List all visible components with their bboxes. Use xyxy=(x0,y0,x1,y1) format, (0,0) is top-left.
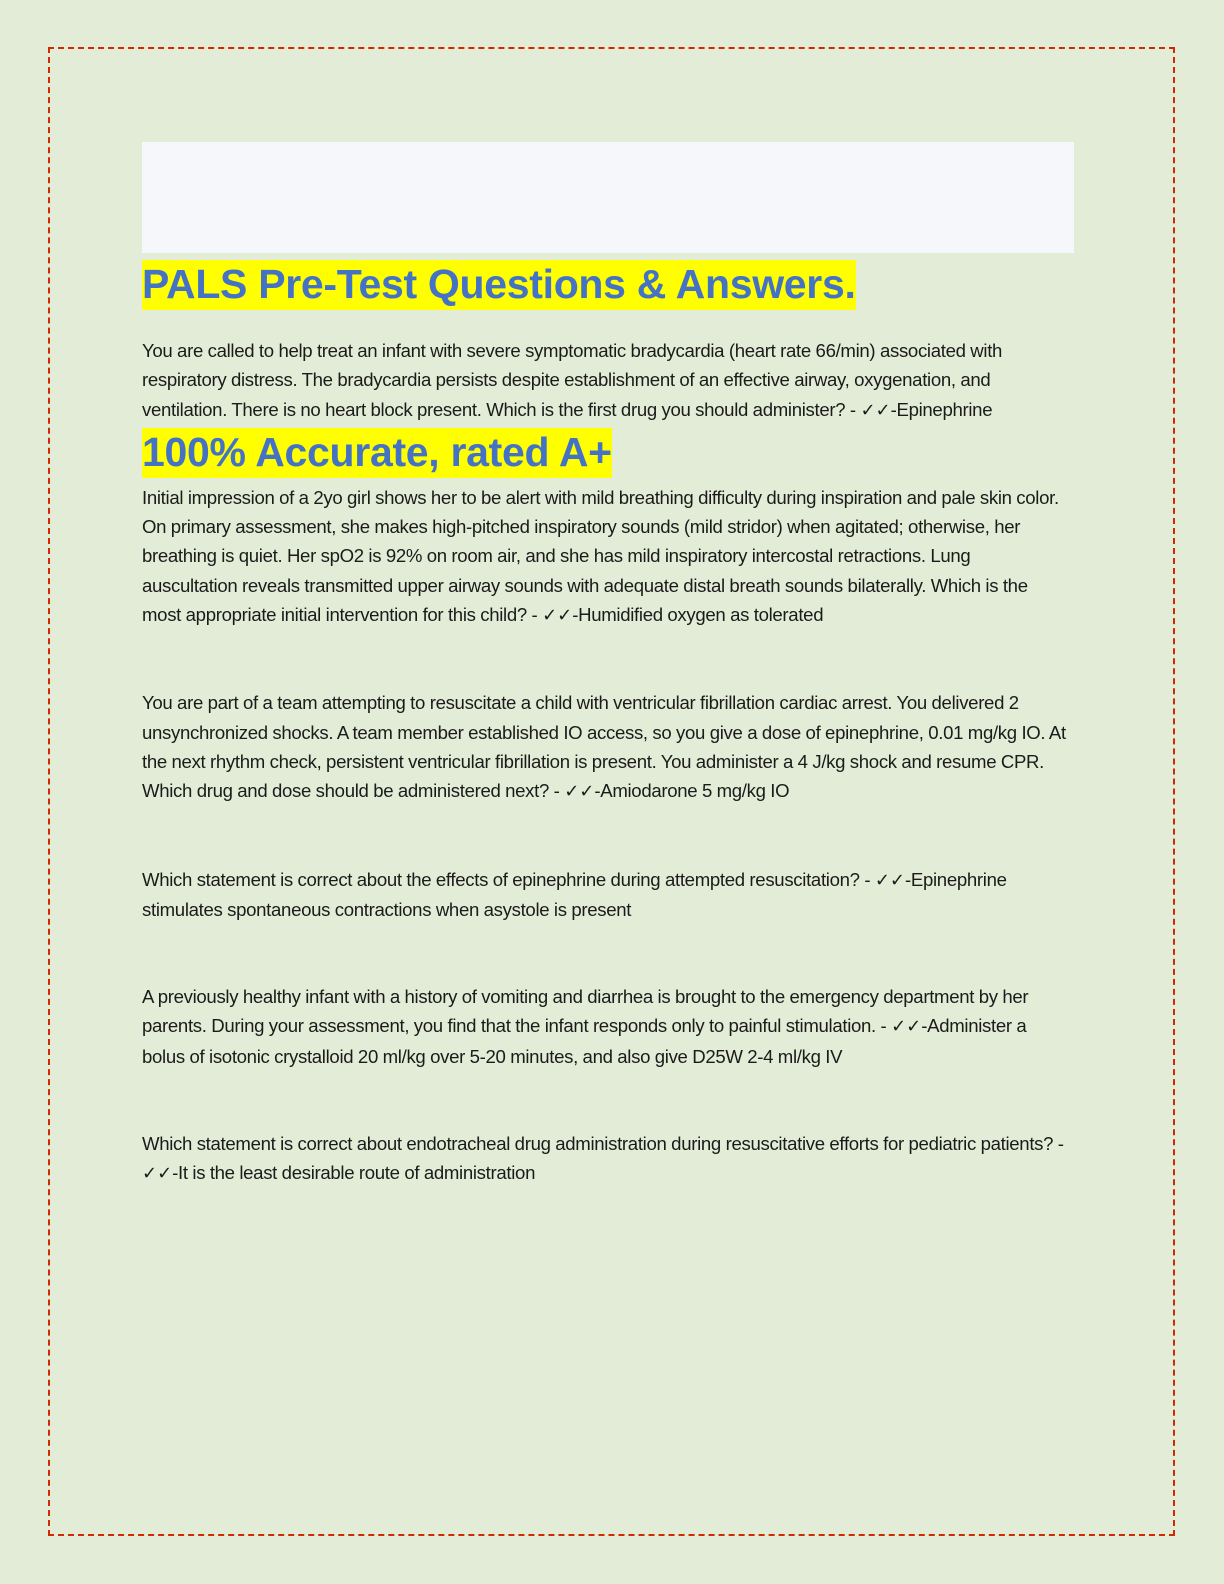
qa-question: You are called to help treat an infant with severe symptomatic bradycardia (heart rate 66/min) associated with respiratory distress. The bradycardia persists despite establishment of an effective airway, oxygenation, and ventilation. There is no heart block present. Which is the first drug you should administer? - xyxy=(142,340,1003,420)
qa-item xyxy=(142,982,1070,1071)
qa-answer: -Epinephrine stimulates spontaneous contractions when asystole is present xyxy=(142,868,1007,920)
qa-answer: -Administer a bolus of isotonic crystalloid 20 ml/kg over 5-20 minutes, and also give D25W 2-4 ml/kg IV xyxy=(142,1015,1027,1067)
title-highlight-line-2: 100% Accurate, rated A+ xyxy=(142,428,612,478)
qa-question: Initial impression of a 2yo girl shows her to be alert with mild breathing difficulty during inspiration and pale skin color. On primary assessment, she makes high-pitched inspiratory sounds (mild stridor) when agitated; otherwise, her breathing is quiet. Her spO2 is 92% on room air, and she has mild inspiratory intercostal retractions. Lung auscultation reveals transmitted upper airway sounds with adequate distal breath sounds bilaterally. Which is the most appropriate initial intervention for this child? - xyxy=(142,486,1059,626)
answer-check-icon: ✓✓ xyxy=(891,1016,922,1038)
qa-answer: -Amiodarone 5 mg/kg IO xyxy=(594,780,790,802)
answer-check-icon: ✓✓ xyxy=(874,869,906,891)
qa-question: A previously healthy infant with a history of vomiting and diarrhea is brought to the emergency department by her parents. During your assessment, you find that the infant responds only to painful stimulation. - xyxy=(142,986,1029,1037)
qa-item xyxy=(142,483,1070,630)
qa-question: Which statement is correct about endotracheal drug administration during resuscitative efforts for pediatric patients? - xyxy=(142,1133,1064,1155)
qa-item xyxy=(142,1129,1070,1189)
qa-item xyxy=(142,865,1070,925)
qa-answer: -Humidified oxygen as tolerated xyxy=(572,604,824,626)
qa-answer: -Epinephrine xyxy=(890,398,993,420)
title-highlight-line-1: PALS Pre-Test Questions & Answers. xyxy=(142,260,856,310)
qa-answer: -It is the least desirable route of administration xyxy=(172,1162,536,1184)
answer-check-icon: ✓✓ xyxy=(142,1163,173,1185)
answer-check-icon: ✓✓ xyxy=(860,399,891,421)
qa-list xyxy=(142,336,1070,1189)
answer-check-icon: ✓✓ xyxy=(564,781,595,803)
answer-check-icon: ✓✓ xyxy=(542,605,573,627)
page-title-line-1 xyxy=(142,256,1074,312)
qa-question: You are part of a team attempting to resuscitate a child with ventricular fibrillation cardiac arrest. You delivered 2 unsynchronized shocks. A team member established IO access, so you give a dose of epinephrine, 0.01 mg/kg IO. At the next rhythm check, persistent ventricular fibrillation is present. You administer a 4 J/kg shock and resume CPR. Which drug and dose should be administered next? - xyxy=(142,692,1066,802)
qa-item xyxy=(142,336,1070,425)
qa-question: Which statement is correct about the effects of epinephrine during attempted resuscitation? - xyxy=(142,868,875,890)
qa-item xyxy=(142,688,1070,806)
